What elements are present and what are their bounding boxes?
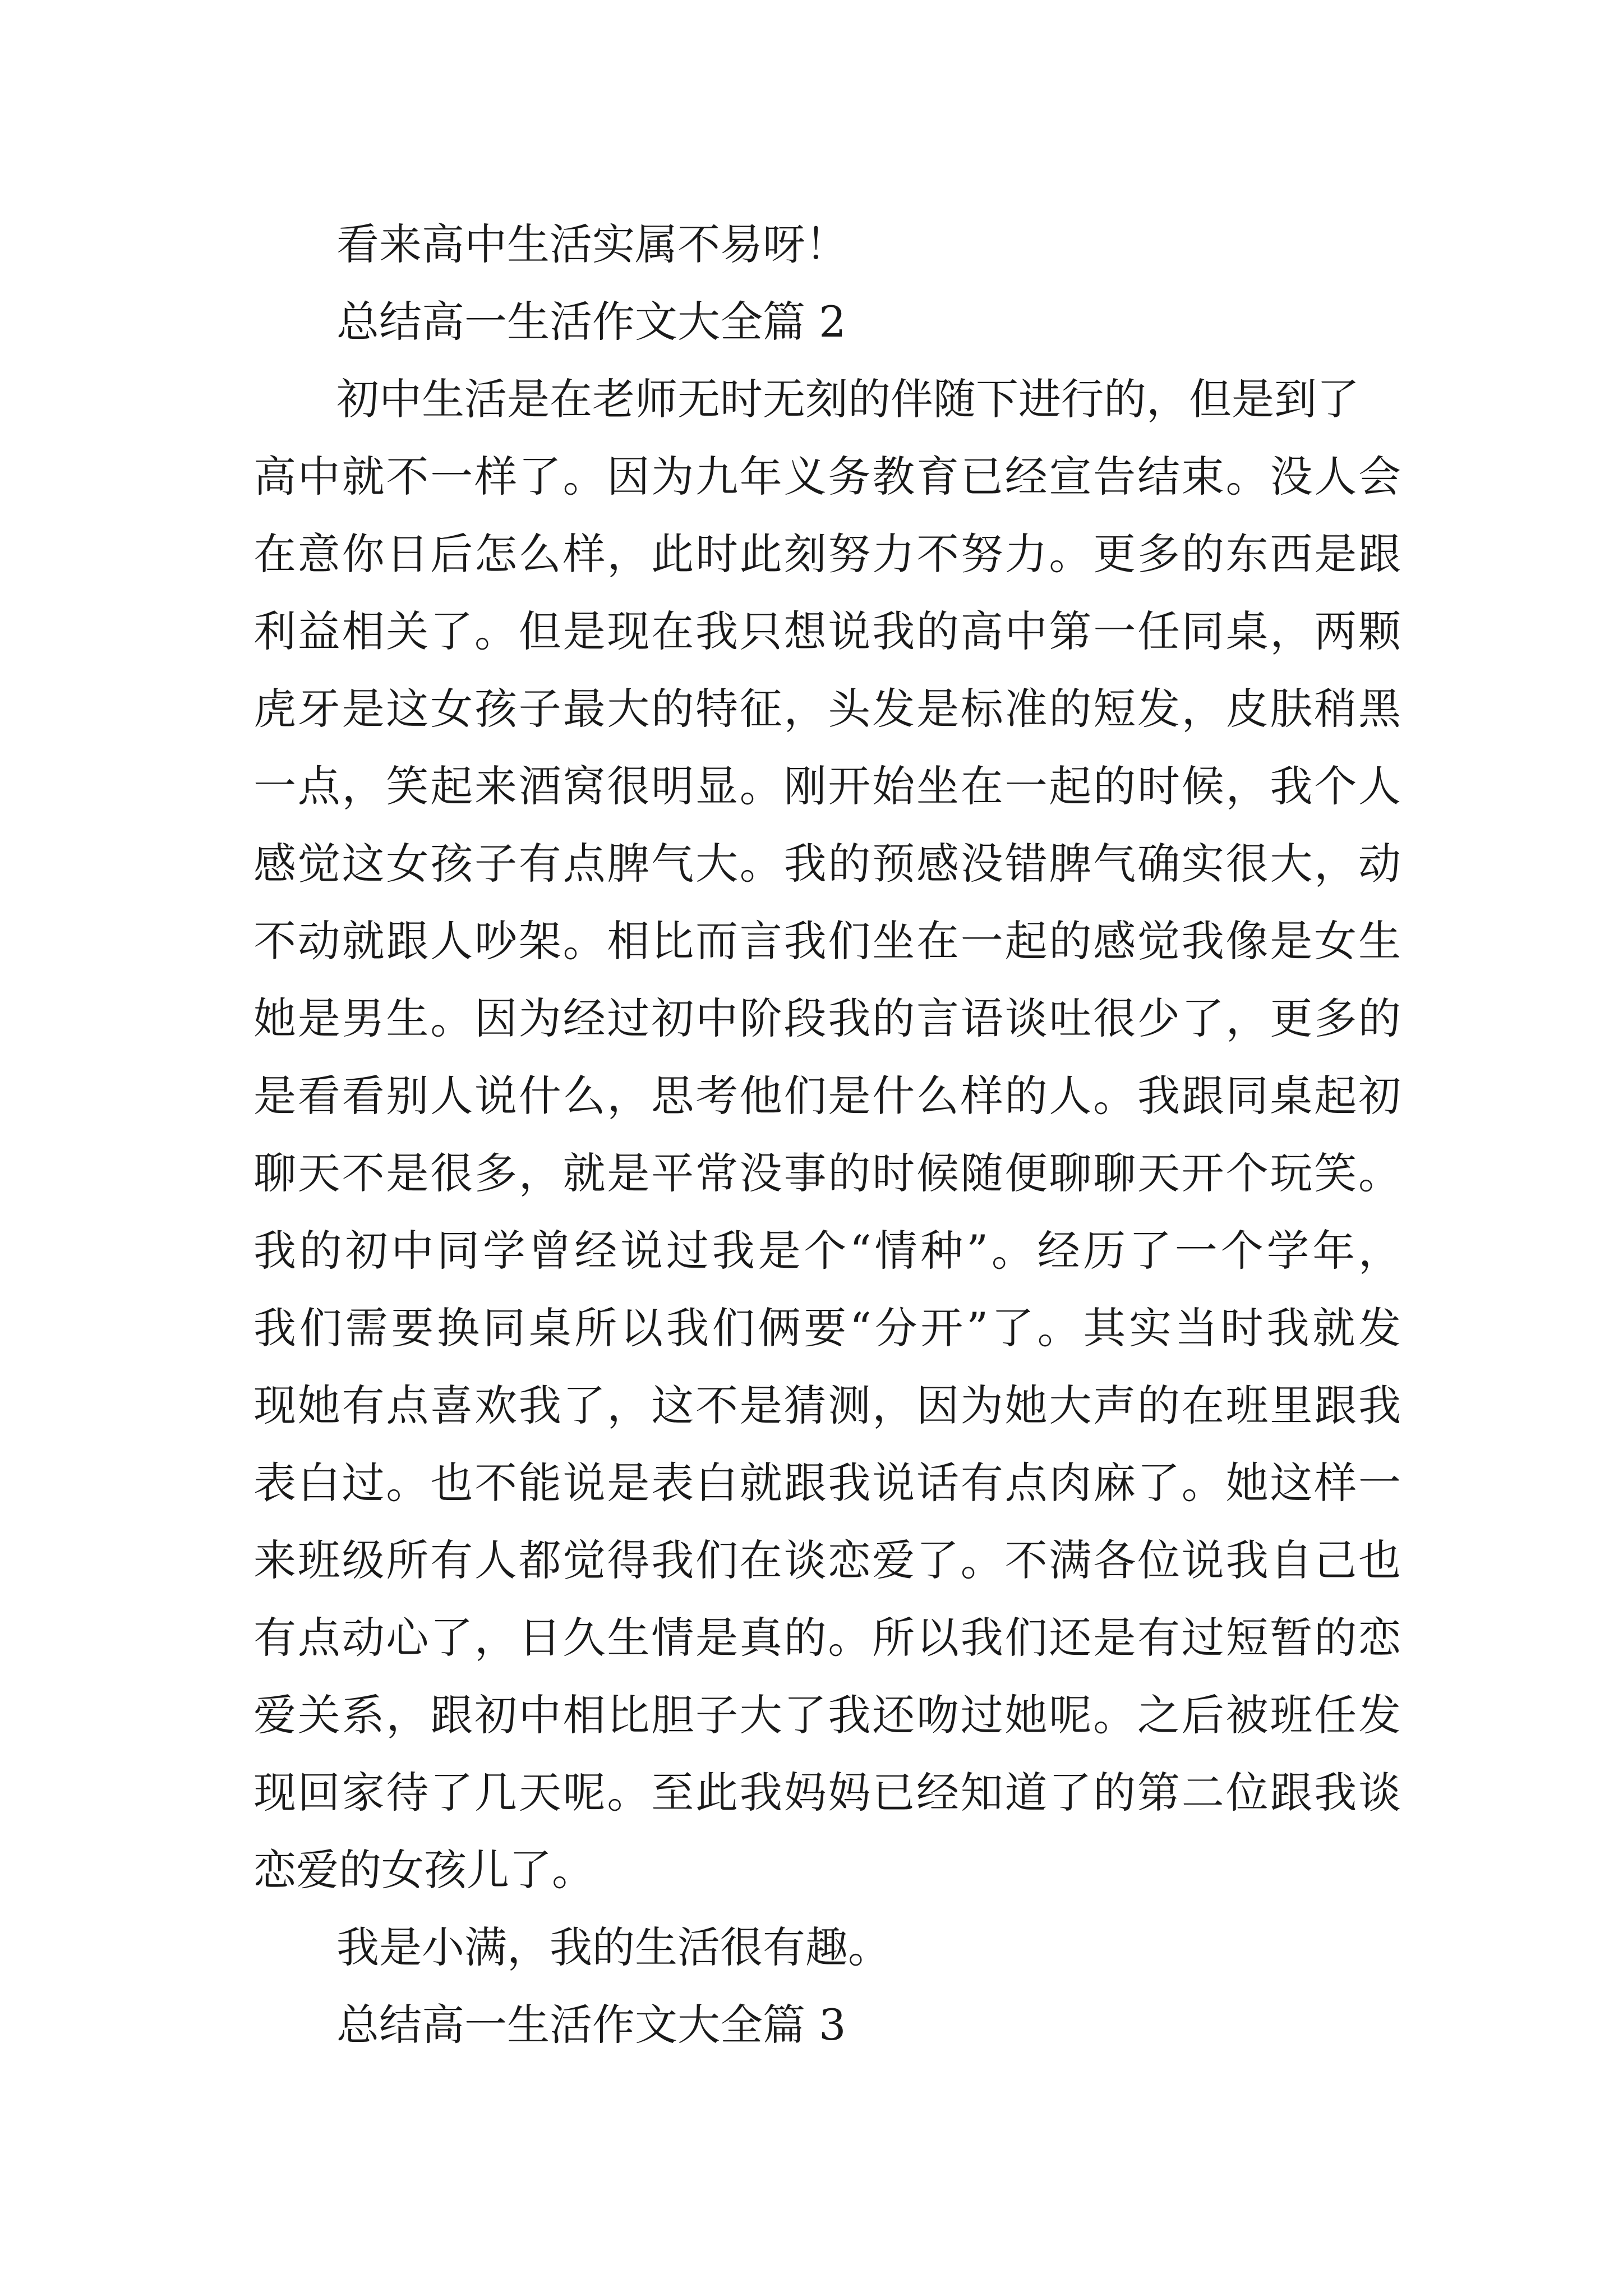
paragraph-line: 是看看别人说什么，思考他们是什么样的人。我跟同桌起初 — [253, 1071, 1401, 1121]
paragraph-line: 表白过。也不能说是表白就跟我说话有点肉麻了。她这样一 — [253, 1458, 1401, 1508]
paragraph-line: 高中就不一样了。因为九年义务教育已经宣告结束。没人会 — [253, 452, 1401, 501]
section-heading-2: 总结高一生活作文大全篇 2 — [336, 297, 846, 347]
paragraph-line: 聊天不是很多，就是平常没事的时候随便聊聊天开个玩笑。 — [253, 1148, 1401, 1198]
closing-line: 我是小满，我的生活很有趣。 — [336, 1922, 891, 1972]
paragraph-line: 爱关系，跟初中相比胆子大了我还吻过她呢。之后被班任发 — [253, 1690, 1401, 1740]
paragraph-line: 有点动心了，日久生情是真的。所以我们还是有过短暂的恋 — [253, 1613, 1401, 1663]
paragraph-line: 恋爱的女孩儿了。 — [253, 1845, 594, 1895]
paragraph-line: 她是男生。因为经过初中阶段我的言语谈吐很少了，更多的 — [253, 993, 1401, 1043]
paragraph-line: 不动就跟人吵架。相比而言我们坐在一起的感觉我像是女生 — [253, 916, 1401, 966]
intro-closing-line: 看来高中生活实属不易呀！ — [336, 219, 848, 269]
paragraph-line: 在意你日后怎么样，此时此刻努力不努力。更多的东西是跟 — [253, 529, 1401, 579]
paragraph-line: 初中生活是在老师无时无刻的伴随下进行的，但是到了 — [336, 374, 1359, 424]
paragraph-line: 利益相关了。但是现在我只想说我的高中第一任同桌，两颗 — [253, 606, 1401, 656]
paragraph-line: 感觉这女孩子有点脾气大。我的预感没错脾气确实很大，动 — [253, 839, 1401, 889]
paragraph-line: 我的初中同学曾经说过我是个“情种”。经历了一个学年， — [253, 1226, 1401, 1276]
paragraph-line: 虎牙是这女孩子最大的特征，头发是标准的短发，皮肤稍黑 — [253, 684, 1401, 734]
paragraph-line: 现她有点喜欢我了，这不是猜测，因为她大声的在班里跟我 — [253, 1381, 1401, 1430]
paragraph-line: 一点，笑起来酒窝很明显。刚开始坐在一起的时候，我个人 — [253, 761, 1401, 811]
paragraph-line: 我们需要换同桌所以我们俩要“分开”了。其实当时我就发 — [253, 1303, 1401, 1353]
paragraph-line: 来班级所有人都觉得我们在谈恋爱了。不满各位说我自己也 — [253, 1535, 1401, 1585]
section-heading-3: 总结高一生活作文大全篇 3 — [336, 2000, 846, 2050]
paragraph-line: 现回家待了几天呢。至此我妈妈已经知道了的第二位跟我谈 — [253, 1768, 1401, 1818]
